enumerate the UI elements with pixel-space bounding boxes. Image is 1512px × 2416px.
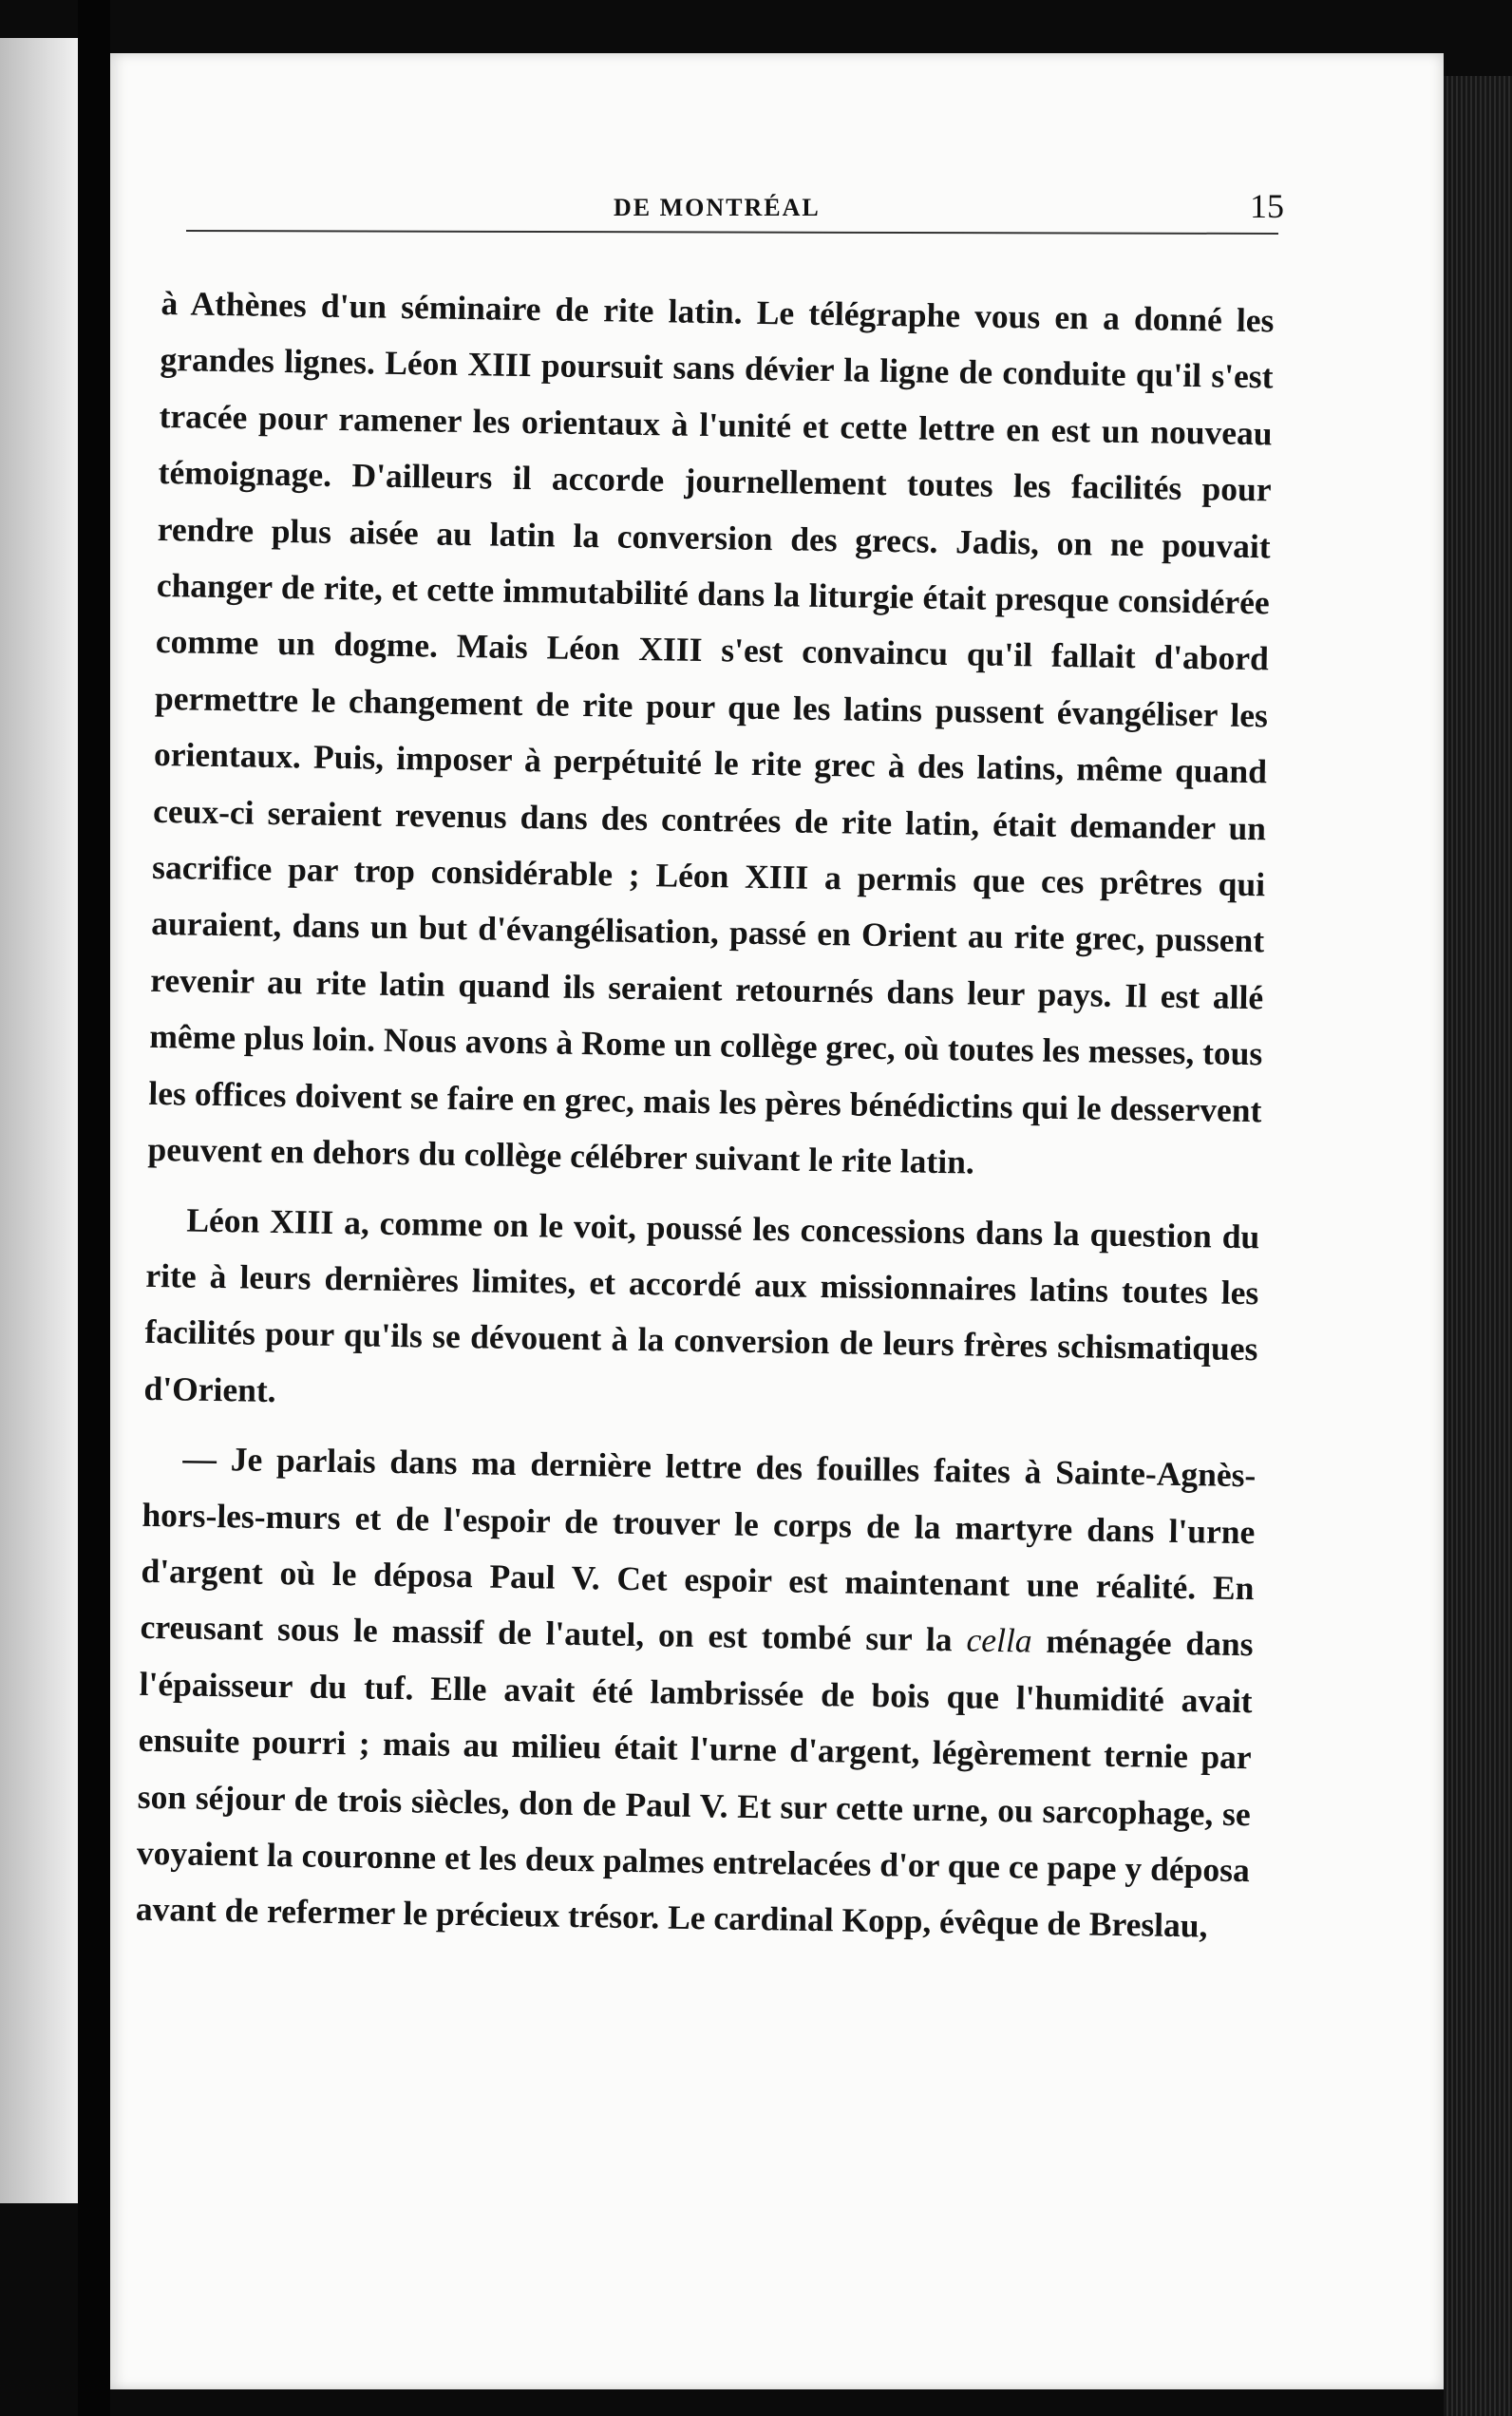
body-text [135,275,1275,1969]
paragraph-3-part-b: ménagée dans l'épaisseur du tuf. Elle avait été lambrissée de bois que l'humidité avait ensuite pourri ; mais au milieu était l'urne d'argent, légèrement ternie par son séjour de trois siècles, don de Paul V. Et sur cette urne, ou sarcophage, se voyaient la couronne et les deux palmes entrelacées d'or que ce pape y déposa avant de refermer le précieux trésor. Le cardinal Kopp, évêque de Breslau, [135,1621,1254,1945]
page-block-edge [1444,76,1512,2416]
facing-page-edge [0,38,78,2203]
paragraph-1: à Athènes d'un séminaire de rite latin. Le télégraphe vous en a donné les grandes lignes. Léon XIII poursuit sans dévier la ligne de conduite qu'il s'est tracée pour ramener les orientaux à l'unité et cette lettre en est un nouveau témoignage. D'ailleurs il accorde journellement toutes les facilités pour rendre plus aisée au latin la conversion des grecs. Jadis, on ne pouvait changer de rite, et cette immutabilité dans la liturgie était presque considérée comme un dogme. Mais Léon XIII s'est convaincu qu'il fallait d'abord permettre le changement de rite pour que les latins pussent évangéliser les orientaux. Puis, imposer à perpétuité le rite grec à des latins, même quand ceux-ci seraient revenus dans des contrées de rite latin, était demander un sacrifice par trop considérable ; Léon XIII a permis que ces prêtres qui auraient, dans un but d'évangélisation, passé en Orient au rite grec, pussent revenir au rite latin quand ils seraient retournés dans leur pays. Il est allé même plus loin. Nous avons à Rome un collège grec, où toutes les messes, tous les offices doivent se faire en grec, mais les pères bénédictins qui le desservent peuvent en dehors du collège célébrer suivant le rite latin. [147,283,1275,1181]
paragraph-3 [135,1430,1256,1955]
page-number: 15 [1250,187,1284,225]
paragraph-3-part-a: — Je parlais dans ma dernière lettre des fouilles faites à Sainte-Agnès-hors-les-murs et de l'espoir de trouver le corps de la martyre dans l'urne d'argent où le déposa Paul V. Cet espoir est maintenant une réalité. En creusant sous le massif de l'autel, on est tombé sur la [140,1439,1257,1659]
running-header [186,150,1512,226]
running-title: DE MONTRÉAL [614,194,821,221]
paragraph-3-italic-term: cella [966,1620,1032,1660]
paragraph-2: Léon XIII a, comme on le voit, poussé les concessions dans la question du rite à leurs dernières limites, et accordé aux missionnaires latins toutes les facilités pour qu'ils se dévouent à la conversion de leurs frères schismatiques d'Orient. [143,1200,1260,1409]
book-gutter [78,0,110,2416]
